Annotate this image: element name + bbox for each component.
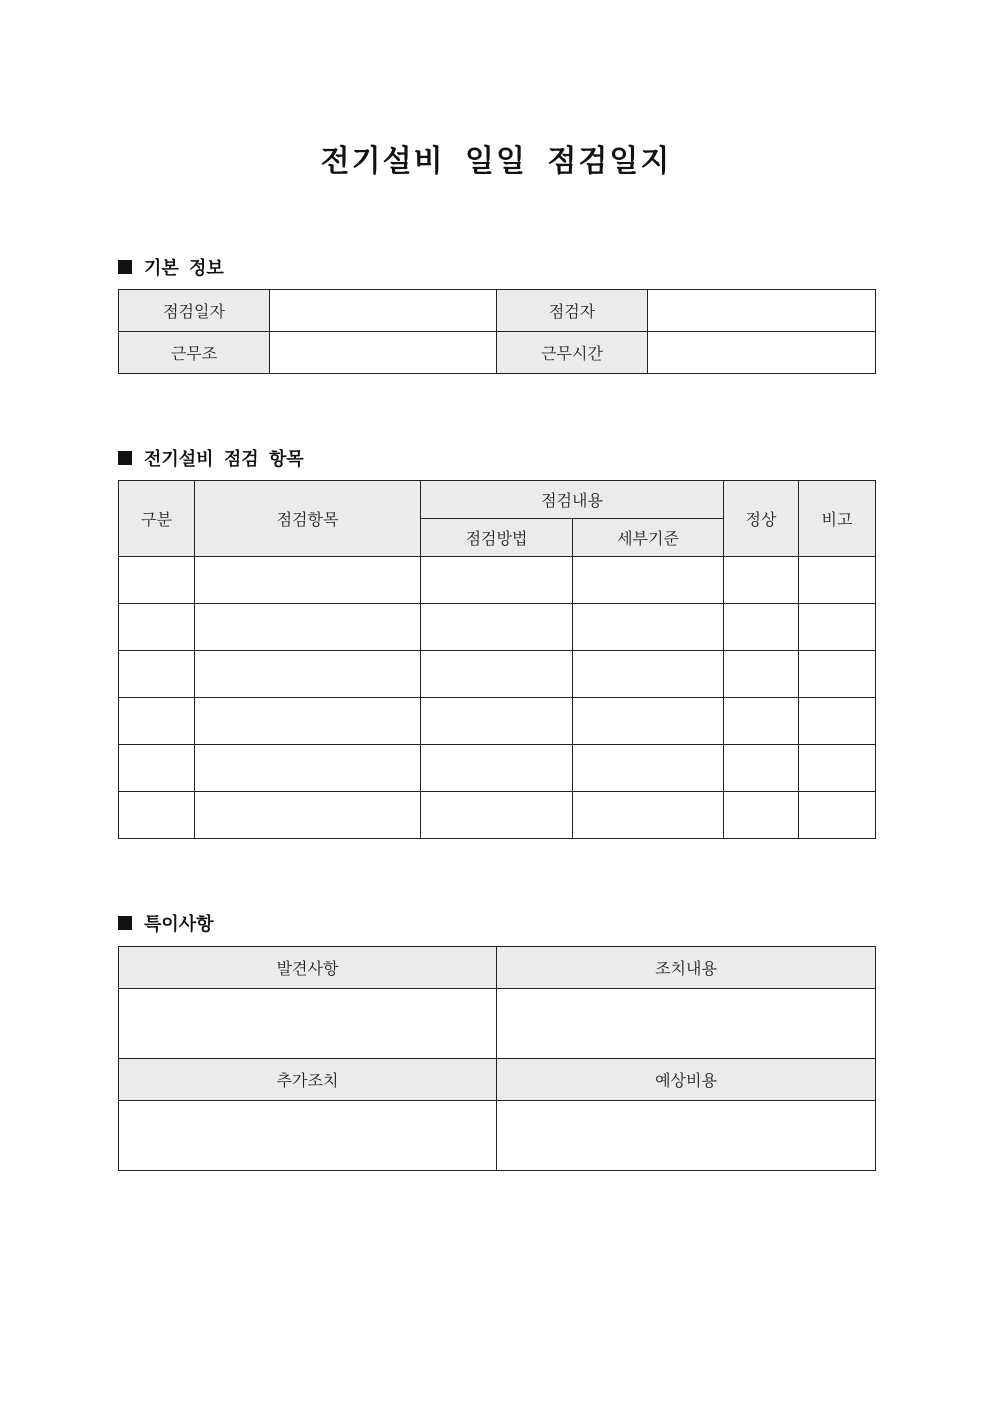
square-bullet-icon bbox=[118, 260, 132, 274]
remarks-cell[interactable] bbox=[799, 557, 876, 604]
inspection-heading-text: 전기설비 점검 항목 bbox=[144, 449, 304, 470]
basic-info-heading bbox=[118, 254, 224, 280]
remarks-cell[interactable] bbox=[799, 792, 876, 839]
method-cell[interactable] bbox=[421, 792, 573, 839]
inspection-header-row bbox=[119, 481, 876, 519]
inspector-field[interactable] bbox=[648, 290, 876, 332]
action-field[interactable] bbox=[497, 989, 876, 1059]
special-notes-heading-text: 특이사항 bbox=[144, 914, 214, 935]
category-header: 구분 bbox=[119, 481, 195, 557]
content-header: 점검내용 bbox=[421, 481, 724, 519]
findings-field[interactable] bbox=[119, 989, 497, 1059]
criteria-header: 세부기준 bbox=[573, 519, 724, 557]
normal-cell[interactable] bbox=[724, 792, 799, 839]
criteria-cell[interactable] bbox=[573, 792, 724, 839]
remarks-cell[interactable] bbox=[799, 651, 876, 698]
findings-label: 발견사항 bbox=[119, 947, 497, 989]
inspector-label: 점검자 bbox=[497, 290, 648, 332]
method-cell[interactable] bbox=[421, 651, 573, 698]
criteria-cell[interactable] bbox=[573, 604, 724, 651]
method-cell[interactable] bbox=[421, 557, 573, 604]
inspection-table bbox=[118, 480, 876, 839]
item-cell[interactable] bbox=[195, 651, 421, 698]
work-hours-field[interactable] bbox=[648, 332, 876, 374]
normal-cell[interactable] bbox=[724, 745, 799, 792]
special-notes-header-row bbox=[119, 1059, 876, 1101]
table-row bbox=[119, 604, 876, 651]
table-row bbox=[119, 698, 876, 745]
shift-label: 근무조 bbox=[119, 332, 270, 374]
method-header: 점검방법 bbox=[421, 519, 573, 557]
table-row bbox=[119, 557, 876, 604]
normal-cell[interactable] bbox=[724, 698, 799, 745]
category-cell[interactable] bbox=[119, 557, 195, 604]
special-notes-row bbox=[119, 989, 876, 1059]
inspection-heading bbox=[118, 445, 304, 471]
category-cell[interactable] bbox=[119, 604, 195, 651]
normal-header: 정상 bbox=[724, 481, 799, 557]
basic-info-row bbox=[119, 290, 876, 332]
item-cell[interactable] bbox=[195, 745, 421, 792]
method-cell[interactable] bbox=[421, 604, 573, 651]
category-cell[interactable] bbox=[119, 651, 195, 698]
criteria-cell[interactable] bbox=[573, 745, 724, 792]
category-cell[interactable] bbox=[119, 792, 195, 839]
method-cell[interactable] bbox=[421, 745, 573, 792]
inspection-date-field[interactable] bbox=[270, 290, 497, 332]
remarks-cell[interactable] bbox=[799, 698, 876, 745]
work-hours-label: 근무시간 bbox=[497, 332, 648, 374]
special-notes-row bbox=[119, 1101, 876, 1171]
criteria-cell[interactable] bbox=[573, 557, 724, 604]
category-cell[interactable] bbox=[119, 745, 195, 792]
square-bullet-icon bbox=[118, 916, 132, 930]
basic-info-row bbox=[119, 332, 876, 374]
normal-cell[interactable] bbox=[724, 557, 799, 604]
basic-info-heading-text: 기본 정보 bbox=[144, 258, 224, 279]
table-row bbox=[119, 792, 876, 839]
additional-action-field[interactable] bbox=[119, 1101, 497, 1171]
criteria-cell[interactable] bbox=[573, 698, 724, 745]
item-cell[interactable] bbox=[195, 792, 421, 839]
item-header: 점검항목 bbox=[195, 481, 421, 557]
action-label: 조치내용 bbox=[497, 947, 876, 989]
square-bullet-icon bbox=[118, 451, 132, 465]
item-cell[interactable] bbox=[195, 698, 421, 745]
special-notes-header-row bbox=[119, 947, 876, 989]
inspection-date-label: 점검일자 bbox=[119, 290, 270, 332]
special-notes-heading bbox=[118, 910, 214, 936]
additional-action-label: 추가조치 bbox=[119, 1059, 497, 1101]
normal-cell[interactable] bbox=[724, 651, 799, 698]
document-title: 전기설비 일일 점검일지 bbox=[320, 144, 672, 179]
table-row bbox=[119, 745, 876, 792]
estimated-cost-label: 예상비용 bbox=[497, 1059, 876, 1101]
item-cell[interactable] bbox=[195, 557, 421, 604]
category-cell[interactable] bbox=[119, 698, 195, 745]
special-notes-table bbox=[118, 946, 876, 1171]
basic-info-table bbox=[118, 289, 876, 374]
normal-cell[interactable] bbox=[724, 604, 799, 651]
remarks-header: 비고 bbox=[799, 481, 876, 557]
method-cell[interactable] bbox=[421, 698, 573, 745]
table-row bbox=[119, 651, 876, 698]
remarks-cell[interactable] bbox=[799, 745, 876, 792]
criteria-cell[interactable] bbox=[573, 651, 724, 698]
remarks-cell[interactable] bbox=[799, 604, 876, 651]
estimated-cost-field[interactable] bbox=[497, 1101, 876, 1171]
shift-field[interactable] bbox=[270, 332, 497, 374]
item-cell[interactable] bbox=[195, 604, 421, 651]
